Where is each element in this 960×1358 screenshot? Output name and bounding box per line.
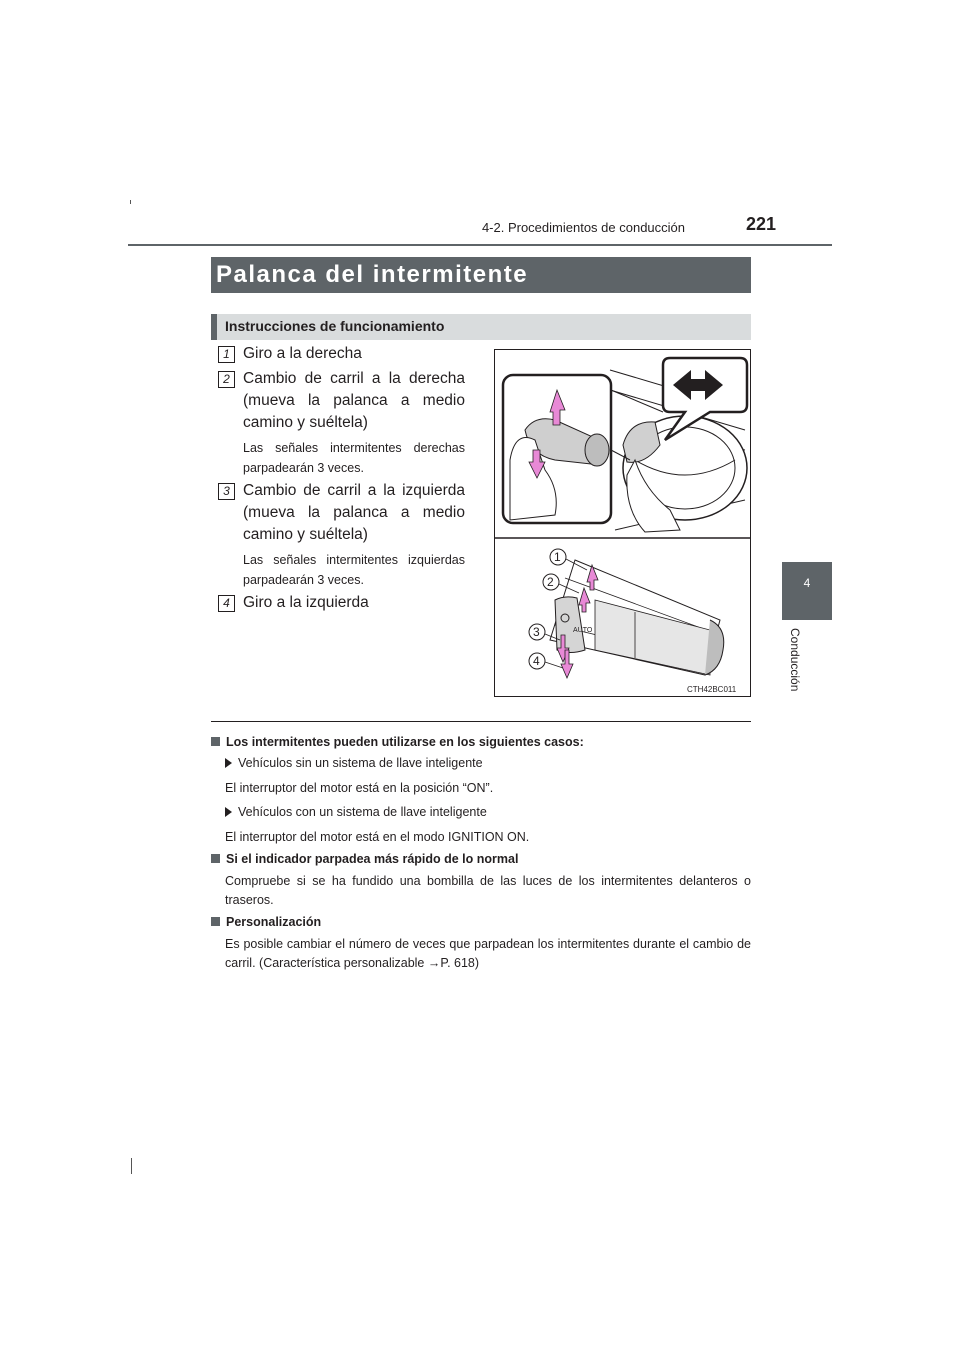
svg-text:4: 4 bbox=[533, 654, 540, 668]
svg-text:3: 3 bbox=[533, 625, 540, 639]
crop-mark bbox=[130, 200, 131, 204]
subsection-accent bbox=[211, 314, 217, 340]
item-marker-1: 1 bbox=[218, 346, 235, 363]
item-text-4: Giro a la izquierda bbox=[243, 594, 369, 611]
chapter-tab bbox=[782, 562, 832, 620]
note-heading: Los intermitentes pueden utilizarse en los siguientes casos: bbox=[226, 735, 584, 749]
item-note-2: Las señales intermitentes derechas parpadearán 3 veces. bbox=[243, 441, 465, 475]
square-bullet-icon bbox=[211, 917, 220, 926]
item-marker-4: 4 bbox=[218, 595, 235, 612]
square-bullet-icon bbox=[211, 854, 220, 863]
crop-mark bbox=[131, 1158, 132, 1174]
note-2 bbox=[211, 852, 751, 866]
section-rule bbox=[211, 721, 751, 722]
running-header: 4-2. Procedimientos de conducción bbox=[481, 220, 685, 235]
note-line: El interruptor del motor está en la posición “ON”. bbox=[225, 781, 494, 795]
figure-code: CTH42BC011 bbox=[687, 685, 737, 694]
note-1 bbox=[211, 735, 751, 749]
page-title: Palanca del intermitente bbox=[216, 261, 529, 288]
figure-illustration bbox=[495, 350, 750, 696]
note-3 bbox=[211, 915, 751, 929]
chapter-number: 4 bbox=[803, 576, 811, 590]
square-bullet-icon bbox=[211, 737, 220, 746]
note-line: Vehículos sin un sistema de llave inteligente bbox=[225, 754, 751, 773]
triangle-bullet-icon bbox=[225, 807, 232, 817]
triangle-bullet-icon bbox=[225, 758, 232, 768]
note-line: El interruptor del motor está en el modo IGNITION ON. bbox=[225, 830, 530, 844]
page-number: 221 bbox=[745, 214, 776, 234]
item-marker-3: 3 bbox=[218, 483, 235, 500]
note-heading: Personalización bbox=[226, 915, 322, 929]
svg-text:1: 1 bbox=[554, 550, 561, 564]
note-line: Es posible cambiar el número de veces que parpadean los intermitentes durante el cambio de carril. (Característica personalizable →P. 618) bbox=[225, 937, 751, 970]
subsection-title: Instrucciones de funcionamiento bbox=[225, 318, 445, 334]
item-text-1: Giro a la derecha bbox=[243, 345, 362, 362]
note-line: Vehículos con un sistema de llave inteligente bbox=[225, 803, 751, 822]
turn-signal-figure bbox=[494, 349, 751, 697]
note-line: Compruebe si se ha fundido una bombilla de las luces de los intermitentes delanteros o traseros. bbox=[225, 874, 751, 907]
svg-text:2: 2 bbox=[547, 575, 554, 589]
item-text-3: Cambio de carril a la izquierda (mueva la palanca a medio camino y suéltela) bbox=[243, 482, 465, 543]
svg-text:AUTO: AUTO bbox=[573, 627, 593, 634]
chapter-label: Conducción bbox=[788, 628, 802, 692]
header-rule bbox=[128, 244, 832, 246]
stalk-closeup bbox=[550, 560, 724, 675]
item-note-3: Las señales intermitentes izquierdas parpadearán 3 veces. bbox=[243, 553, 465, 587]
item-marker-2: 2 bbox=[218, 371, 235, 388]
item-text-2: Cambio de carril a la derecha (mueva la palanca a medio camino y suéltela) bbox=[243, 370, 465, 431]
note-heading: Si el indicador parpadea más rápido de lo normal bbox=[226, 852, 519, 866]
